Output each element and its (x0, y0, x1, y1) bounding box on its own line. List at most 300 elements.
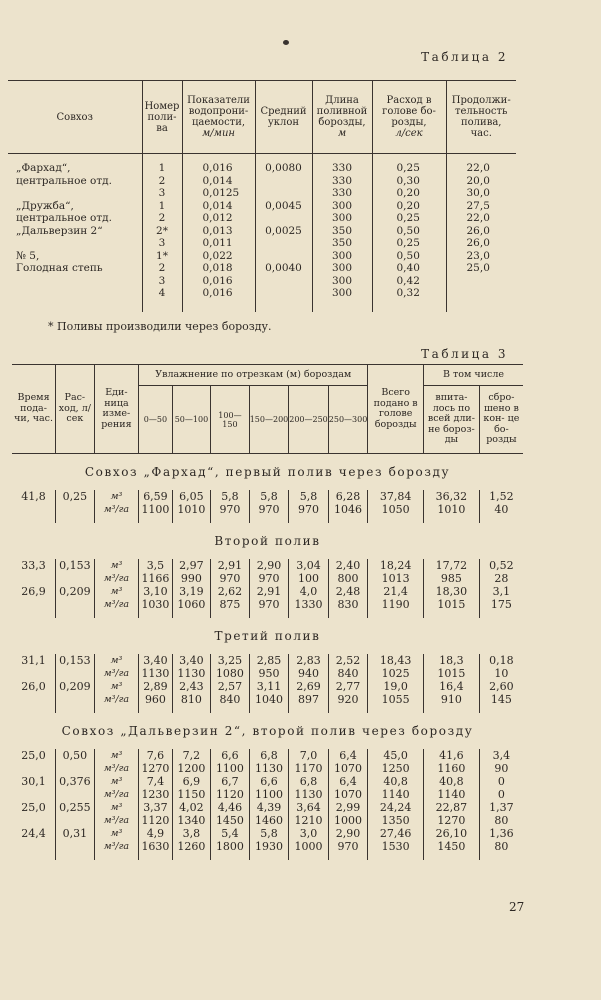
t3-cell-dropped: 80 (479, 840, 523, 853)
t2-cell-dur (446, 286, 516, 312)
t2-cell-flow: 0,25 (372, 161, 446, 174)
t3-cell-total: 1350 (368, 814, 424, 827)
t2-cell-length: 330 (312, 186, 372, 199)
t3-cell-s3: 5,4 (211, 827, 250, 840)
table3-row (12, 775, 523, 788)
t3-cell-s5: 6,8 (289, 775, 329, 788)
t3-cell-dropped: 0,52 (479, 559, 523, 572)
t2-cell-number: 2 (142, 261, 182, 274)
t3-cell-unit: м³/га (94, 667, 139, 680)
t3-cell-s2: 6,05 (172, 490, 211, 503)
t3-cell-s6: 830 (328, 598, 368, 611)
t3-cell-s1: 960 (139, 693, 172, 706)
table3-section-title-row (12, 713, 523, 749)
t3-cell-dropped: 0,18 (479, 654, 523, 667)
t3-cell-time: 33,3 (21, 559, 46, 572)
t2-cell-slope: 0,0040 (255, 261, 312, 274)
section-title: Совхоз „Фархад“, первый полив через борозду (84, 464, 451, 479)
t3-cell-dropped: 2,60 (479, 680, 523, 693)
table3-body (12, 454, 523, 861)
table3-row (12, 585, 523, 598)
t3-cell-flow: 0,376 (56, 775, 95, 788)
t3-cell-unit: м³/га (94, 762, 139, 775)
t3-cell-s4: 2,85 (249, 654, 289, 667)
t2-head-sovkhoz: Совхоз (8, 81, 142, 154)
t2-cell-name: центральное отд. (16, 212, 112, 224)
t3-cell-s2: 7,2 (172, 749, 211, 762)
t3-cell-time (12, 762, 56, 775)
t2-cell-length: 330 (312, 174, 372, 187)
t3-cell-s4: 2,91 (249, 585, 289, 598)
t3-cell-absorbed: 17,72 (424, 559, 480, 572)
t2-cell-perm: 0,016 (182, 274, 255, 287)
table3-row (12, 762, 523, 775)
table3-gap-row (12, 706, 523, 713)
t3-cell-dropped: 90 (479, 762, 523, 775)
t2-cell-perm: 0,016 (182, 286, 255, 312)
t2-cell-length: 350 (312, 236, 372, 249)
table3 (12, 364, 523, 860)
table3-row (12, 693, 523, 706)
t3-head-absorbed: впита- лось по всей дли- не бороз- ды (424, 386, 480, 454)
section-title: Второй полив (214, 533, 321, 548)
t3-cell-absorbed: 1270 (424, 814, 480, 827)
t2-cell-name (8, 236, 142, 249)
t3-cell-s1: 7,6 (139, 749, 172, 762)
t2-cell-dur: 27,5 (446, 199, 516, 212)
t3-head-seg3: 100—150 (211, 386, 250, 454)
t3-cell-total: 40,8 (368, 775, 424, 788)
t3-cell-absorbed: 1140 (424, 788, 480, 801)
t3-head-wetting: Увлажнение по отрезкам (м) бороздам (139, 365, 368, 386)
t3-cell-s1: 3,10 (139, 585, 172, 598)
t2-cell-dur: 20,0 (446, 174, 516, 187)
t2-cell-name: центральное отд. (16, 174, 112, 187)
t2-cell-dur: 22,0 (446, 161, 516, 174)
t2-cell-length: 300 (312, 261, 372, 274)
t2-cell-slope: 0,0080 (255, 161, 312, 174)
t3-head-seg6: 250—300 (328, 386, 368, 454)
t3-cell-absorbed: 1160 (424, 762, 480, 775)
t3-cell-s2: 1200 (172, 762, 211, 775)
t3-cell-s3: 2,62 (211, 585, 250, 598)
table2-row (8, 274, 516, 287)
t2-cell-dur: 30,0 (446, 186, 516, 199)
t3-cell-time: 24,4 (21, 827, 46, 840)
t3-cell-flow: 0,153 (56, 559, 95, 572)
t3-cell-s6: 1000 (328, 814, 368, 827)
t2-cell-flow: 0,40 (372, 261, 446, 274)
t3-cell-s2: 1340 (172, 814, 211, 827)
t2-cell-slope (255, 274, 312, 287)
t3-cell-time (12, 667, 56, 680)
t2-cell-perm: 0,014 (182, 199, 255, 212)
t2-cell-name (8, 274, 142, 287)
t3-cell-flow (56, 693, 95, 706)
t3-cell-s4: 4,39 (249, 801, 289, 814)
t3-cell-time: 25,0 (21, 749, 46, 762)
table3-row (12, 840, 523, 853)
t2-cell-perm: 0,016 (182, 161, 255, 174)
t2-cell-dur: 26,0 (446, 236, 516, 249)
t3-cell-total: 1140 (368, 788, 424, 801)
t3-cell-time (12, 814, 56, 827)
t2-cell-perm: 0,014 (182, 174, 255, 187)
t3-cell-s1: 1120 (139, 814, 172, 827)
t3-cell-s1: 1030 (139, 598, 172, 611)
table3-section-title-row (12, 454, 523, 491)
t3-cell-absorbed: 1015 (424, 667, 480, 680)
t3-cell-flow (56, 788, 95, 801)
t3-cell-s4: 1130 (249, 762, 289, 775)
t2-cell-perm: 0,013 (182, 224, 255, 237)
t3-cell-s4: 950 (249, 667, 289, 680)
t2-cell-slope (255, 249, 312, 262)
t2-cell-length: 300 (312, 274, 372, 287)
t3-cell-total: 1013 (368, 572, 424, 585)
t3-cell-s6: 1070 (328, 762, 368, 775)
t3-cell-s5: 940 (289, 667, 329, 680)
section-title: Третий полив (214, 628, 321, 643)
t3-cell-flow (56, 572, 95, 585)
table2-header-row (8, 81, 516, 154)
table3-row (12, 801, 523, 814)
t3-cell-s2: 990 (172, 572, 211, 585)
t3-cell-s1: 1230 (139, 788, 172, 801)
t3-cell-s4: 1460 (249, 814, 289, 827)
t3-cell-unit: м³ (94, 654, 139, 667)
table2-row (8, 199, 516, 212)
t2-cell-slope (255, 174, 312, 187)
t3-cell-s3: 5,8 (211, 490, 250, 503)
t2-cell-flow: 0,25 (372, 211, 446, 224)
table3-row (12, 572, 523, 585)
t3-cell-s2: 2,97 (172, 559, 211, 572)
t3-cell-s1: 4,9 (139, 827, 172, 840)
t3-cell-s2: 1010 (172, 503, 211, 516)
t3-cell-s5: 1170 (289, 762, 329, 775)
t3-cell-s4: 970 (249, 572, 289, 585)
t2-cell-length: 350 (312, 224, 372, 237)
t3-cell-time (12, 693, 56, 706)
t3-cell-s5: 1330 (289, 598, 329, 611)
t3-cell-s4: 6,8 (249, 749, 289, 762)
t2-cell-number: 2* (142, 224, 182, 237)
t3-cell-s3: 1450 (211, 814, 250, 827)
t3-cell-s6: 2,40 (328, 559, 368, 572)
t2-head-number: Номер поли- ва (142, 81, 182, 154)
t3-cell-s6: 2,99 (328, 801, 368, 814)
t3-cell-absorbed: 985 (424, 572, 480, 585)
table3-header-row1 (12, 365, 523, 386)
t3-cell-s4: 2,90 (249, 559, 289, 572)
t2-cell-name (8, 286, 142, 312)
t2-cell-flow: 0,42 (372, 274, 446, 287)
t2-cell-name: „Дружба“, (16, 199, 74, 212)
t3-cell-dropped: 1,36 (479, 827, 523, 840)
t3-cell-s1: 6,59 (139, 490, 172, 503)
t3-cell-time: 25,0 (21, 801, 46, 814)
t3-cell-s2: 6,9 (172, 775, 211, 788)
t3-cell-s4: 1040 (249, 693, 289, 706)
t3-cell-unit: м³/га (94, 788, 139, 801)
t3-cell-s4: 6,6 (249, 775, 289, 788)
t3-cell-s5: 1210 (289, 814, 329, 827)
t2-cell-slope: 0,0025 (255, 224, 312, 237)
t3-cell-flow: 0,153 (56, 654, 95, 667)
t2-cell-perm: 0,018 (182, 261, 255, 274)
t3-cell-s6: 6,28 (328, 490, 368, 503)
t3-cell-time (12, 788, 56, 801)
t3-cell-absorbed: 18,3 (424, 654, 480, 667)
t2-cell-length: 300 (312, 199, 372, 212)
t3-cell-s5: 3,64 (289, 801, 329, 814)
t3-cell-s1: 1130 (139, 667, 172, 680)
t3-cell-s5: 1000 (289, 840, 329, 853)
t3-cell-s5: 3,04 (289, 559, 329, 572)
t3-cell-s3: 2,57 (211, 680, 250, 693)
t3-cell-s3: 1100 (211, 762, 250, 775)
t2-head-length: Длина поливной борозды, м (312, 81, 372, 154)
t3-cell-s1: 1270 (139, 762, 172, 775)
t3-cell-s2: 1150 (172, 788, 211, 801)
t2-cell-flow: 0,50 (372, 249, 446, 262)
t3-cell-total: 18,24 (368, 559, 424, 572)
table3-row (12, 598, 523, 611)
table3-gap-row (12, 853, 523, 860)
t3-cell-time: 26,0 (21, 680, 46, 693)
t3-cell-flow (56, 667, 95, 680)
t3-cell-s3: 875 (211, 598, 250, 611)
table3-row (12, 749, 523, 762)
t3-cell-flow: 0,255 (56, 801, 95, 814)
t3-cell-absorbed: 40,8 (424, 775, 480, 788)
t3-cell-s6: 1046 (328, 503, 368, 516)
section-title: Совхоз „Дальверзин 2“, второй полив через борозду (61, 723, 474, 738)
t3-cell-s1: 3,5 (139, 559, 172, 572)
t3-head-seg5: 200—250 (289, 386, 329, 454)
t3-cell-s1: 7,4 (139, 775, 172, 788)
t2-cell-dur: 26,0 (446, 224, 516, 237)
t3-cell-s2: 1130 (172, 667, 211, 680)
table2-footnote: * Поливы производили через борозду. (48, 320, 272, 333)
t2-cell-dur: 25,0 (446, 261, 516, 274)
table2-row (8, 161, 516, 174)
t2-cell-slope (255, 186, 312, 199)
t2-cell-number: 3 (142, 274, 182, 287)
t3-cell-absorbed: 22,87 (424, 801, 480, 814)
t3-cell-total: 1055 (368, 693, 424, 706)
t2-cell-flow: 0,25 (372, 236, 446, 249)
table3-row (12, 490, 523, 503)
t3-cell-time (12, 840, 56, 853)
t3-cell-unit: м³ (94, 749, 139, 762)
t3-cell-s1: 1630 (139, 840, 172, 853)
t3-cell-flow (56, 814, 95, 827)
t2-head-duration: Продолжи- тельность полива, час. (446, 81, 516, 154)
t3-cell-s2: 810 (172, 693, 211, 706)
table3-row (12, 814, 523, 827)
t3-cell-total: 1025 (368, 667, 424, 680)
t3-cell-s3: 4,46 (211, 801, 250, 814)
t3-cell-s6: 6,4 (328, 749, 368, 762)
page-number: 27 (509, 900, 525, 914)
t3-cell-absorbed: 1450 (424, 840, 480, 853)
t3-cell-dropped: 3,4 (479, 749, 523, 762)
t3-cell-s5: 4,0 (289, 585, 329, 598)
t3-cell-time: 26,9 (21, 585, 46, 598)
t3-cell-time: 30,1 (21, 775, 46, 788)
t3-cell-s6: 2,48 (328, 585, 368, 598)
t3-cell-time: 41,8 (21, 490, 46, 503)
t3-cell-flow: 0,25 (56, 490, 95, 503)
t3-cell-s5: 3,0 (289, 827, 329, 840)
t2-cell-length: 300 (312, 286, 372, 312)
t3-cell-s2: 1260 (172, 840, 211, 853)
t3-cell-s2: 2,43 (172, 680, 211, 693)
t3-cell-flow: 0,209 (56, 680, 95, 693)
t2-head-flow: Расход в голове бо- розды, л/сек (372, 81, 446, 154)
t3-cell-s6: 970 (328, 840, 368, 853)
t3-cell-s3: 6,7 (211, 775, 250, 788)
t3-cell-s4: 1930 (249, 840, 289, 853)
t3-cell-s3: 6,6 (211, 749, 250, 762)
t2-cell-length: 330 (312, 161, 372, 174)
table3-row (12, 503, 523, 516)
t3-cell-dropped: 80 (479, 814, 523, 827)
t2-cell-number: 1 (142, 199, 182, 212)
t3-cell-total: 1190 (368, 598, 424, 611)
t2-cell-name: № 5, (16, 249, 40, 262)
t2-cell-number: 3 (142, 186, 182, 199)
t3-cell-unit: м³ (94, 559, 139, 572)
t3-cell-s6: 2,52 (328, 654, 368, 667)
t3-cell-dropped: 3,1 (479, 585, 523, 598)
t3-cell-dropped: 28 (479, 572, 523, 585)
ink-blot (283, 40, 289, 45)
t3-cell-dropped: 0 (479, 788, 523, 801)
t2-cell-dur (446, 274, 516, 287)
t3-cell-s5: 7,0 (289, 749, 329, 762)
t3-cell-unit: м³ (94, 827, 139, 840)
t3-cell-s4: 3,11 (249, 680, 289, 693)
t3-head-seg1: 0—50 (139, 386, 172, 454)
t2-cell-number: 2 (142, 211, 182, 224)
t3-cell-unit: м³/га (94, 840, 139, 853)
t2-cell-number: 2 (142, 174, 182, 187)
t3-cell-s3: 2,91 (211, 559, 250, 572)
t2-cell-flow: 0,50 (372, 224, 446, 237)
t3-cell-time: 31,1 (21, 654, 46, 667)
t3-cell-s6: 1070 (328, 788, 368, 801)
t3-cell-dropped: 10 (479, 667, 523, 680)
t2-head-slope: Средний уклон (255, 81, 312, 154)
table2-row (8, 236, 516, 249)
t2-head-permeability: Показатели водопрони- цаемости, м/мин (182, 81, 255, 154)
t3-cell-total: 18,43 (368, 654, 424, 667)
t3-cell-unit: м³/га (94, 598, 139, 611)
t3-head-dropped: сбро- шено в кон- це бо- розды (479, 386, 523, 454)
t3-head-seg4: 150—200 (249, 386, 289, 454)
table2-row (8, 224, 516, 237)
t3-cell-s5: 970 (289, 503, 329, 516)
t2-cell-slope (255, 236, 312, 249)
t3-cell-s1: 2,89 (139, 680, 172, 693)
t2-cell-perm: 0,011 (182, 236, 255, 249)
t3-cell-absorbed: 36,32 (424, 490, 480, 503)
t3-cell-dropped: 145 (479, 693, 523, 706)
table2-row (8, 249, 516, 262)
t2-cell-dur: 23,0 (446, 249, 516, 262)
table2-row (8, 211, 516, 224)
t3-cell-total: 1530 (368, 840, 424, 853)
t3-cell-total: 1250 (368, 762, 424, 775)
t3-cell-dropped: 0 (479, 775, 523, 788)
t2-cell-number: 1* (142, 249, 182, 262)
t3-cell-s2: 1060 (172, 598, 211, 611)
t3-cell-flow (56, 762, 95, 775)
t3-cell-time (12, 572, 56, 585)
table3-caption: Таблица 3 (421, 347, 508, 361)
t2-cell-perm: 0,022 (182, 249, 255, 262)
t3-cell-unit: м³/га (94, 503, 139, 516)
table2 (8, 80, 516, 312)
t2-cell-length: 300 (312, 211, 372, 224)
t3-cell-absorbed: 18,30 (424, 585, 480, 598)
t3-cell-absorbed: 16,4 (424, 680, 480, 693)
t2-cell-name: „Фархад“, (16, 162, 71, 174)
t3-cell-s6: 840 (328, 667, 368, 680)
t3-cell-dropped: 40 (479, 503, 523, 516)
table2-row (8, 286, 516, 312)
t3-cell-dropped: 1,52 (479, 490, 523, 503)
t3-cell-dropped: 175 (479, 598, 523, 611)
t3-cell-s6: 800 (328, 572, 368, 585)
t3-cell-unit: м³/га (94, 693, 139, 706)
t3-cell-s6: 2,77 (328, 680, 368, 693)
table3-row (12, 559, 523, 572)
t3-cell-unit: м³ (94, 585, 139, 598)
table3-row (12, 788, 523, 801)
table2-row (8, 261, 516, 274)
t3-head-flow: Рас- ход, л/сек (56, 365, 95, 454)
t3-cell-total: 27,46 (368, 827, 424, 840)
t3-head-seg2: 50—100 (172, 386, 211, 454)
t3-cell-s2: 4,02 (172, 801, 211, 814)
t3-cell-s3: 1080 (211, 667, 250, 680)
t2-cell-perm: 0,0125 (182, 186, 255, 199)
t2-cell-name: „Дальверзин 2“ (16, 224, 103, 237)
t3-cell-s5: 2,83 (289, 654, 329, 667)
t2-cell-flow: 0,30 (372, 174, 446, 187)
t3-cell-flow (56, 503, 95, 516)
table3-gap-row (12, 516, 523, 523)
t3-cell-s6: 6,4 (328, 775, 368, 788)
t3-cell-s3: 1120 (211, 788, 250, 801)
t3-cell-s4: 1100 (249, 788, 289, 801)
t3-cell-s2: 3,8 (172, 827, 211, 840)
t3-cell-s2: 3,40 (172, 654, 211, 667)
t2-cell-name (8, 186, 142, 199)
t3-cell-s3: 970 (211, 572, 250, 585)
t3-cell-dropped: 1,37 (479, 801, 523, 814)
t3-cell-s4: 970 (249, 503, 289, 516)
t3-cell-s4: 970 (249, 598, 289, 611)
t3-cell-unit: м³ (94, 775, 139, 788)
t3-cell-s5: 100 (289, 572, 329, 585)
t3-cell-flow (56, 840, 95, 853)
t2-cell-number: 1 (142, 161, 182, 174)
